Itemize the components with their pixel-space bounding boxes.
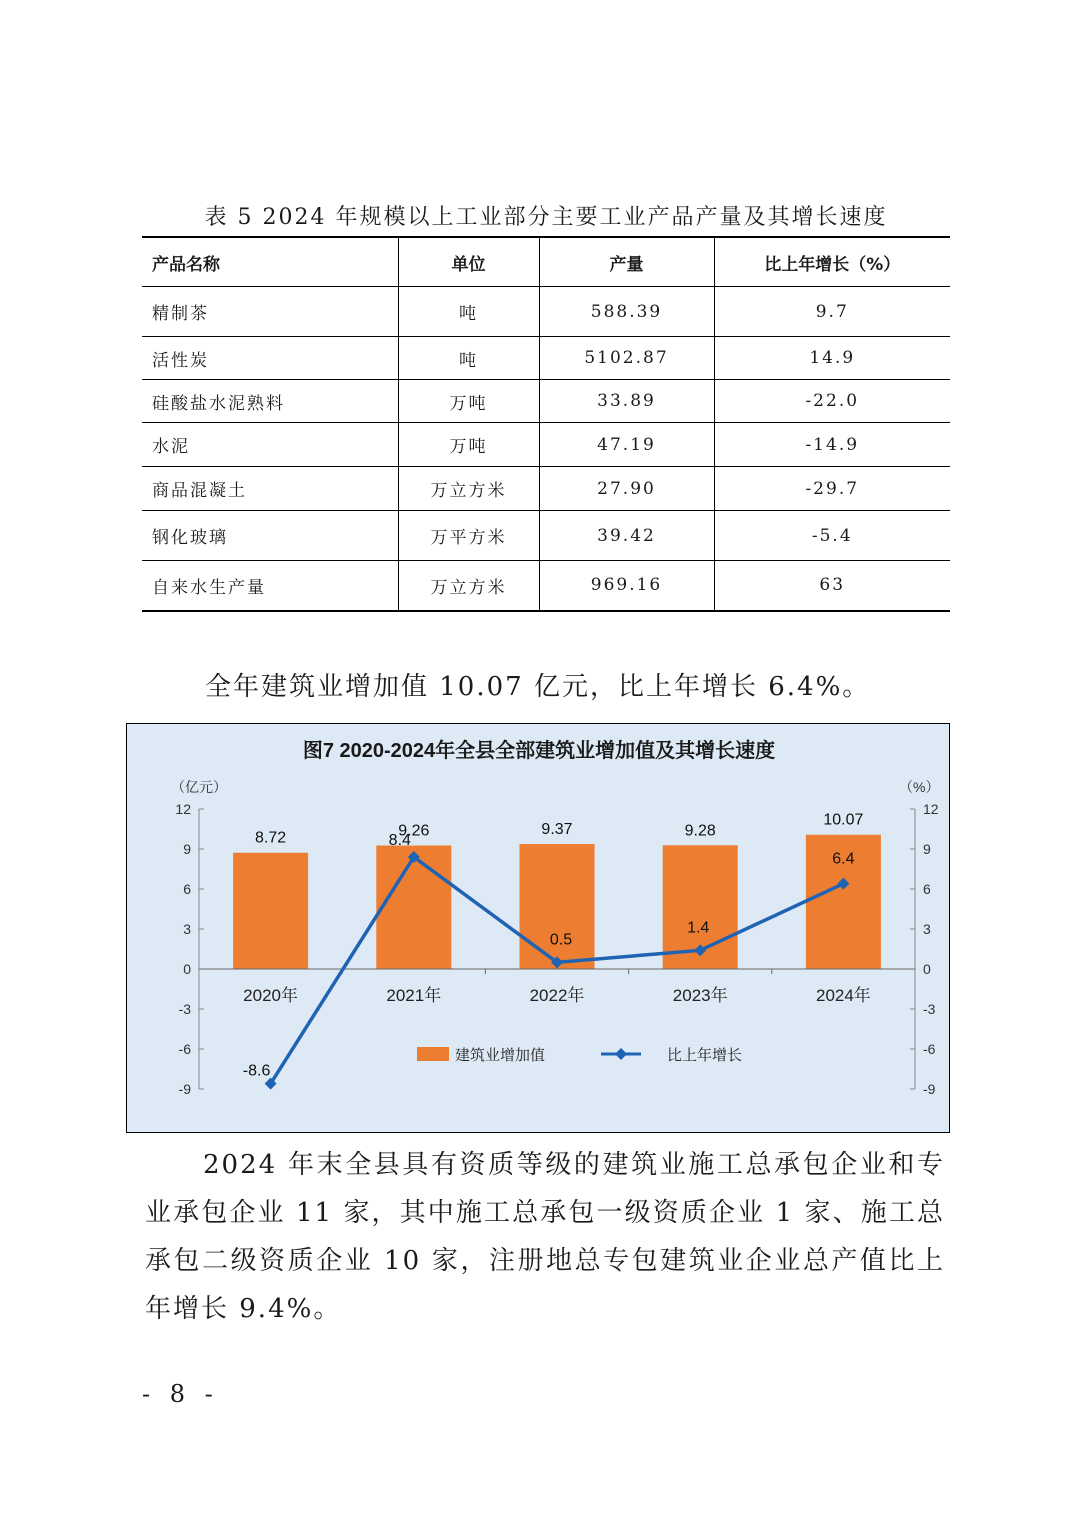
cell-unit: 万立方米 bbox=[398, 561, 539, 611]
chart-svg bbox=[127, 724, 951, 1134]
right-tick-label: 3 bbox=[923, 921, 931, 937]
growth-data-label: 1.4 bbox=[687, 919, 710, 937]
left-tick-label: 3 bbox=[183, 921, 191, 937]
category-label: 2020年 bbox=[243, 986, 299, 1005]
cell-output: 27.90 bbox=[539, 467, 714, 511]
left-tick-label: 0 bbox=[183, 961, 191, 977]
cell-growth: -29.7 bbox=[714, 467, 950, 511]
bar-data-label: 10.07 bbox=[823, 811, 864, 829]
paragraph-enterprises: 2024 年末全县具有资质等级的建筑业施工总承包企业和专业承包企业 11 家，其中施工总承包一级资质企业 1 家、施工总承包二级资质企业 10 家，注册地总专包建筑业企业总产值比上年增长 9.4%。 bbox=[145, 1150, 945, 1324]
right-tick-label: 6 bbox=[923, 881, 931, 897]
table-row bbox=[142, 380, 950, 423]
cell-output: 5102.87 bbox=[539, 337, 714, 380]
cell-growth: -22.0 bbox=[714, 380, 950, 423]
table-header-row bbox=[142, 237, 950, 287]
legend-line-marker bbox=[615, 1048, 627, 1060]
left-axis-unit: （亿元） bbox=[171, 779, 227, 795]
table-title: 表 5 2024 年规模以上工业部分主要工业产品产量及其增长速度 bbox=[204, 205, 888, 230]
page-number: - 8 - bbox=[142, 1380, 219, 1408]
left-tick-label: 9 bbox=[183, 841, 191, 857]
cell-unit: 万立方米 bbox=[398, 467, 539, 511]
growth-data-label: 0.5 bbox=[549, 931, 573, 949]
right-tick-label: 0 bbox=[923, 961, 931, 977]
cell-product: 商品混凝土 bbox=[142, 467, 398, 511]
growth-data-label: 6.4 bbox=[832, 850, 855, 868]
cell-product: 硅酸盐水泥熟料 bbox=[142, 380, 398, 423]
header-unit: 单位 bbox=[398, 237, 539, 287]
cell-output: 39.42 bbox=[539, 511, 714, 561]
cell-growth: -14.9 bbox=[714, 423, 950, 467]
legend-line-label: 比上年增长 bbox=[667, 1047, 743, 1064]
chart-title: 图7 2020-2024年全县全部建筑业增加值及其增长速度 bbox=[302, 740, 776, 762]
growth-data-label: 8.4 bbox=[388, 832, 411, 849]
construction-chart bbox=[126, 723, 950, 1133]
cell-unit: 万平方米 bbox=[398, 511, 539, 561]
bar-construction-value bbox=[520, 844, 595, 969]
legend-bar-swatch bbox=[417, 1047, 449, 1061]
bar-data-label: 8.72 bbox=[255, 829, 287, 847]
left-tick-label: -3 bbox=[178, 1001, 191, 1017]
cell-product: 水泥 bbox=[142, 423, 398, 467]
header-product: 产品名称 bbox=[142, 237, 398, 287]
cell-product: 活性炭 bbox=[142, 337, 398, 380]
header-growth: 比上年增长（%） bbox=[714, 237, 950, 287]
product-table bbox=[142, 236, 950, 612]
bar-data-label: 9.26 bbox=[398, 822, 430, 840]
cell-output: 588.39 bbox=[539, 287, 714, 337]
cell-product: 自来水生产量 bbox=[142, 561, 398, 611]
cell-unit: 万吨 bbox=[398, 423, 539, 467]
table-row bbox=[142, 423, 950, 467]
right-tick-label: -3 bbox=[923, 1001, 936, 1017]
bar-construction-value bbox=[233, 853, 308, 969]
bar-data-label: 9.28 bbox=[684, 822, 716, 840]
left-tick-label: -9 bbox=[178, 1081, 191, 1097]
table-row bbox=[142, 337, 950, 380]
cell-growth: 9.7 bbox=[714, 287, 950, 337]
right-tick-label: -6 bbox=[923, 1041, 936, 1057]
table-row bbox=[142, 511, 950, 561]
cell-output: 33.89 bbox=[539, 380, 714, 423]
table-row bbox=[142, 467, 950, 511]
category-label: 2022年 bbox=[529, 986, 585, 1005]
bar-data-label: 9.37 bbox=[541, 821, 573, 839]
cell-unit: 万吨 bbox=[398, 380, 539, 423]
category-label: 2023年 bbox=[672, 986, 728, 1005]
right-tick-label: 12 bbox=[923, 801, 939, 817]
bar-construction-value bbox=[376, 846, 451, 969]
category-label: 2021年 bbox=[386, 986, 442, 1005]
category-label: 2024年 bbox=[815, 986, 871, 1005]
left-tick-label: 6 bbox=[183, 881, 191, 897]
right-tick-label: 9 bbox=[923, 841, 931, 857]
cell-growth: -5.4 bbox=[714, 511, 950, 561]
cell-unit: 吨 bbox=[398, 337, 539, 380]
left-tick-label: 12 bbox=[175, 801, 191, 817]
cell-product: 精制茶 bbox=[142, 287, 398, 337]
right-axis-unit: （%） bbox=[899, 779, 940, 795]
table-row bbox=[142, 561, 950, 611]
cell-output: 969.16 bbox=[539, 561, 714, 611]
growth-data-label: -8.6 bbox=[242, 1062, 271, 1080]
right-tick-label: -9 bbox=[923, 1081, 936, 1097]
header-output: 产量 bbox=[539, 237, 714, 287]
cell-growth: 14.9 bbox=[714, 337, 950, 380]
cell-unit: 吨 bbox=[398, 287, 539, 337]
cell-growth: 63 bbox=[714, 561, 950, 611]
left-tick-label: -6 bbox=[178, 1041, 191, 1057]
paragraph-construction-value: 全年建筑业增加值 10.07 亿元，比上年增长 6.4%。 bbox=[205, 672, 871, 702]
table-row bbox=[142, 287, 950, 337]
legend-bar-label: 建筑业增加值 bbox=[455, 1047, 546, 1064]
cell-product: 钢化玻璃 bbox=[142, 511, 398, 561]
cell-output: 47.19 bbox=[539, 423, 714, 467]
